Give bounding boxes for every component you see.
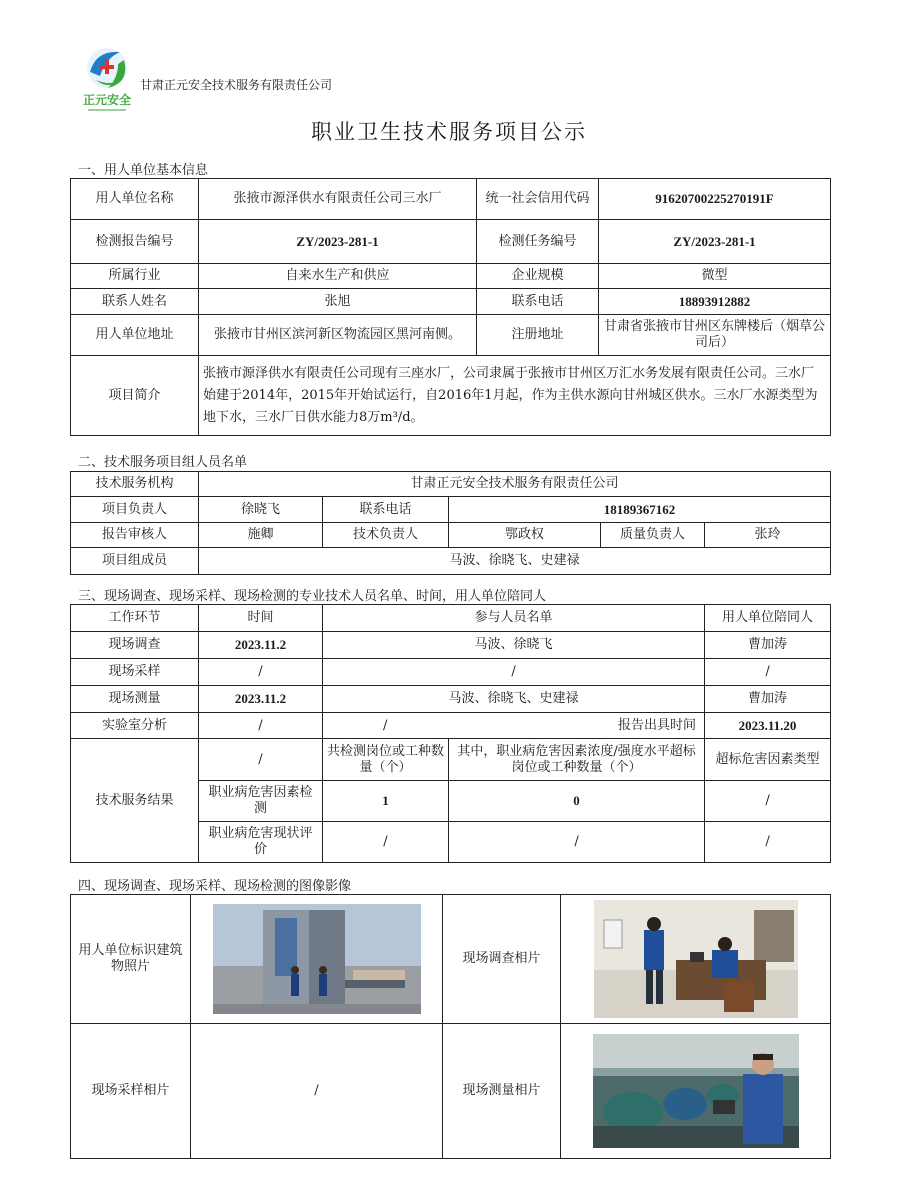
evaluation-type: / — [705, 822, 831, 863]
label-reg-address: 注册地址 — [477, 315, 599, 356]
label-sampling-photo: 现场采样相片 — [71, 1024, 191, 1159]
label-tech: 技术负责人 — [323, 523, 449, 548]
sampling-photo: / — [191, 1024, 443, 1159]
section4-table — [70, 894, 831, 1159]
table-row — [71, 523, 831, 548]
section2-heading: 二、技术服务项目组人员名单 — [78, 455, 248, 470]
table-row — [71, 605, 831, 632]
reg-address: 甘肃省张掖市甘州区东牌楼后（烟草公司后） — [599, 315, 831, 356]
scale: 微型 — [599, 264, 831, 289]
label-contact: 联系人姓名 — [71, 289, 199, 315]
header-accompany: 用人单位陪同人 — [705, 605, 831, 632]
label-intro: 项目简介 — [71, 356, 199, 436]
tech-lead: 鄂政权 — [449, 523, 601, 548]
table-row — [71, 895, 831, 1024]
label-results: 技术服务结果 — [71, 739, 199, 863]
label-members: 项目组成员 — [71, 548, 199, 575]
result-detection: 职业病危害因素检测 — [199, 781, 323, 822]
sampling-people: / — [323, 659, 705, 686]
table-row — [71, 264, 831, 289]
lab-people-value: / — [383, 717, 388, 733]
logo-text: 正元安全 — [82, 93, 132, 107]
company-name: 甘肃正元安全技术服务有限责任公司 — [140, 78, 333, 92]
evaluation-count: / — [323, 822, 449, 863]
team-members: 马波、徐晓飞、史建禄 — [199, 548, 831, 575]
label-report-date: 报告出具时间 — [618, 717, 697, 733]
label-credit-code: 统一社会信用代码 — [477, 179, 599, 220]
company-logo — [78, 42, 136, 118]
label-phone: 联系电话 — [477, 289, 599, 315]
stage-measure: 现场测量 — [71, 686, 199, 713]
label-scale: 企业规模 — [477, 264, 599, 289]
label-reviewer: 报告审核人 — [71, 523, 199, 548]
unit-name: 张掖市源泽供水有限责任公司三水厂 — [199, 179, 477, 220]
survey-photo-cell — [561, 895, 831, 1024]
task-no: ZY/2023-281-1 — [599, 220, 831, 264]
report-date: 2023.11.20 — [705, 713, 831, 739]
lab-people — [323, 713, 705, 739]
label-building-photo: 用人单位标识建筑物照片 — [71, 895, 191, 1024]
table-row — [71, 1024, 831, 1159]
label-industry: 所属行业 — [71, 264, 199, 289]
service-org: 甘肃正元安全技术服务有限责任公司 — [199, 472, 831, 497]
stage-lab: 实验室分析 — [71, 713, 199, 739]
header-time: 时间 — [199, 605, 323, 632]
credit-code: 91620700225270191F — [599, 179, 831, 220]
table-row — [71, 497, 831, 523]
quality-lead: 张玲 — [705, 523, 831, 548]
detection-over: 0 — [449, 781, 705, 822]
results-h0: / — [199, 739, 323, 781]
measure-people: 马波、徐晓飞、史建禄 — [323, 686, 705, 713]
label-measure-photo: 现场测量相片 — [443, 1024, 561, 1159]
report-no: ZY/2023-281-1 — [199, 220, 477, 264]
contact: 张旭 — [199, 289, 477, 315]
detection-type: / — [705, 781, 831, 822]
stage-sampling: 现场采样 — [71, 659, 199, 686]
label-unit-name: 用人单位名称 — [71, 179, 199, 220]
lab-time: / — [199, 713, 323, 739]
table-row — [71, 179, 831, 220]
measure-photo — [593, 1034, 799, 1148]
label-org: 技术服务机构 — [71, 472, 199, 497]
table-row — [71, 356, 831, 436]
industry: 自来水生产和供应 — [199, 264, 477, 289]
results-h2: 其中，职业病危害因素浓度/强度水平超标岗位或工种数量（个） — [449, 739, 705, 781]
phone: 18893912882 — [599, 289, 831, 315]
label-survey-photo: 现场调查相片 — [443, 895, 561, 1024]
page-title: 职业卫生技术服务项目公示 — [311, 120, 587, 144]
project-leader: 徐晓飞 — [199, 497, 323, 523]
results-h3: 超标危害因素类型 — [705, 739, 831, 781]
result-evaluation: 职业病危害现状评价 — [199, 822, 323, 863]
section2-table — [70, 471, 831, 575]
section1-table — [70, 178, 831, 436]
table-row — [71, 659, 831, 686]
table-row — [71, 220, 831, 264]
measure-accompany: 曹加涛 — [705, 686, 831, 713]
building-photo-cell — [191, 895, 443, 1024]
label-org-phone: 联系电话 — [323, 497, 449, 523]
survey-people: 马波、徐晓飞 — [323, 632, 705, 659]
label-leader: 项目负责人 — [71, 497, 199, 523]
table-row — [71, 472, 831, 497]
building-photo — [213, 904, 421, 1014]
reviewer: 施卿 — [199, 523, 323, 548]
survey-photo — [594, 900, 798, 1018]
evaluation-over: / — [449, 822, 705, 863]
org-phone: 18189367162 — [449, 497, 831, 523]
address: 张掖市甘州区滨河新区物流园区黑河南侧。 — [199, 315, 477, 356]
header-people: 参与人员名单 — [323, 605, 705, 632]
label-report-no: 检测报告编号 — [71, 220, 199, 264]
project-intro: 张掖市源泽供水有限责任公司现有三座水厂，公司隶属于张掖市甘州区万汇水务发展有限责任公司。三水厂始建于2014年，2015年开始试运行，自2016年1月起，作为主供水源向甘州城区供水。三水厂水源类型为地下水，三水厂日供水能力8万m³/d。 — [199, 356, 831, 436]
survey-accompany: 曹加涛 — [705, 632, 831, 659]
table-row — [71, 289, 831, 315]
table-row — [71, 713, 831, 739]
header-stage: 工作环节 — [71, 605, 199, 632]
results-h1: 共检测岗位或工种数量（个） — [323, 739, 449, 781]
sampling-time: / — [199, 659, 323, 686]
section3-heading: 三、现场调查、现场采样、现场检测的专业技术人员名单、时间，用人单位陪同人 — [78, 589, 547, 604]
table-row — [71, 686, 831, 713]
label-task-no: 检测任务编号 — [477, 220, 599, 264]
survey-time: 2023.11.2 — [199, 632, 323, 659]
table-row — [71, 315, 831, 356]
stage-survey: 现场调查 — [71, 632, 199, 659]
table-row — [71, 632, 831, 659]
section1-heading: 一、用人单位基本信息 — [78, 163, 209, 178]
label-quality: 质量负责人 — [601, 523, 705, 548]
sampling-accompany: / — [705, 659, 831, 686]
detection-count: 1 — [323, 781, 449, 822]
table-row — [71, 739, 831, 781]
section3-table — [70, 604, 831, 863]
label-address: 用人单位地址 — [71, 315, 199, 356]
section4-heading: 四、现场调查、现场采样、现场检测的图像影像 — [78, 879, 352, 894]
measure-time: 2023.11.2 — [199, 686, 323, 713]
measure-photo-cell — [561, 1024, 831, 1159]
table-row — [71, 548, 831, 575]
